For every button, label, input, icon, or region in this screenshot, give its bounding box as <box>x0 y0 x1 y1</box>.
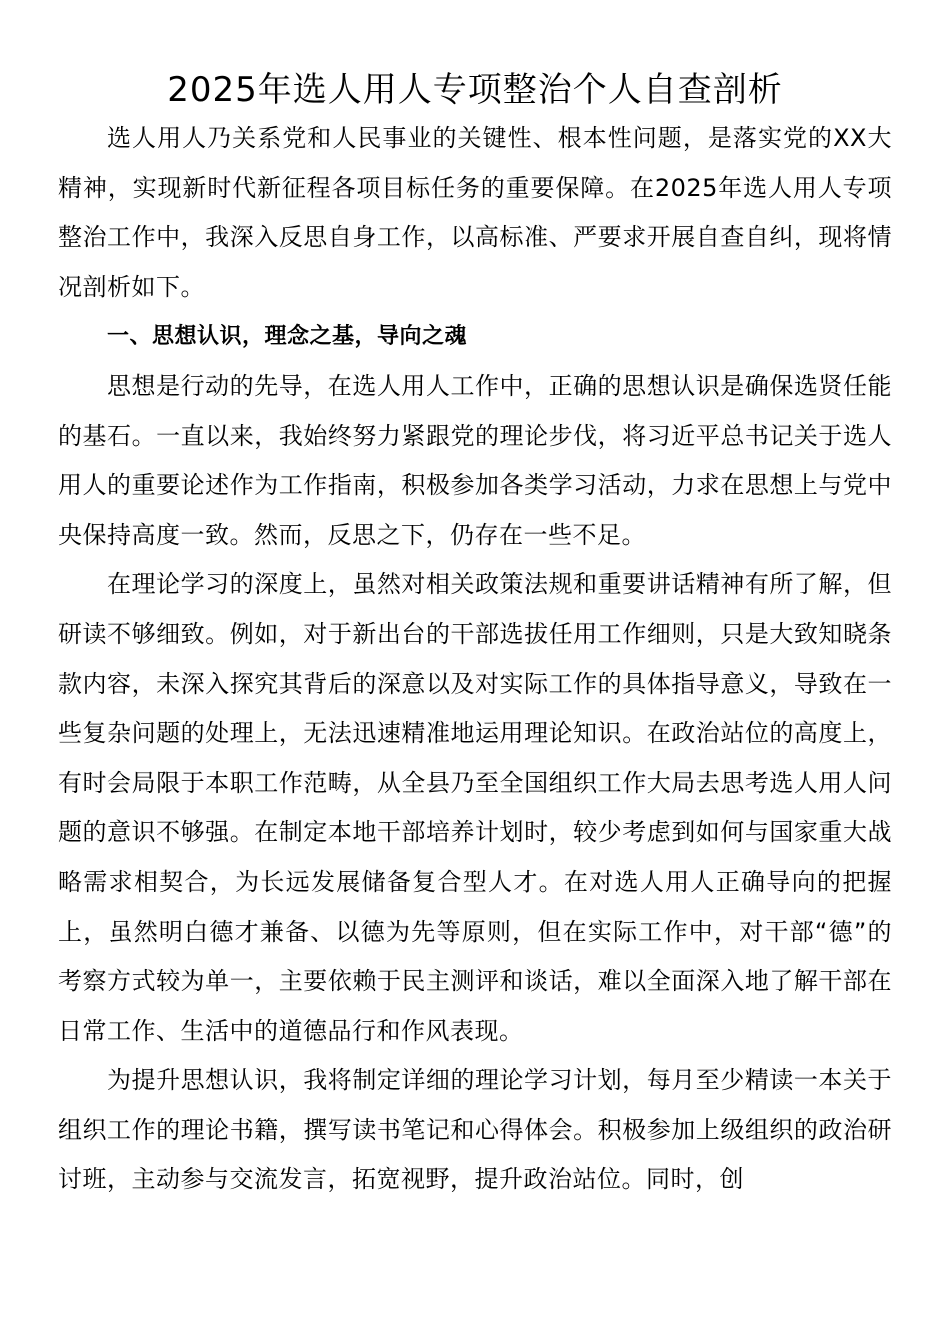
section-heading: 一、思想认识，理念之基，导向之魂 <box>107 324 468 350</box>
intro-paragraph: 选人用人乃关系党和人民事业的关键性、根本性问题，是落实党的XX大精神，实现新时代新征程各项目标任务的重要保障。在2025年选人用人专项整治工作中，我深入反思自身工作，以高标准、严要求开展自查自纠，现将情况剖析如下。 <box>58 124 892 301</box>
body-paragraph: 在理论学习的深度上，虽然对相关政策法规和重要讲话精神有所了解，但研读不够细致。例如，对于新出台的干部选拔任用工作细则，只是大致知晓条款内容，未深入探究其背后的深意以及对实际工作的具体指导意义，导致在一些复杂问题的处理上，无法迅速精准地运用理论知识。在政治站位的高度上，有时会局限于本职工作范畴，从全县乃至全国组织工作大局去思考选人用人问题的意识不够强。在制定本地干部培养计划时，较少考虑到如何与国家重大战略需求相契合，为长远发展储备复合型人才。在对选人用人正确导向的把握上，虽然明白德才兼备、以德为先等原则，但在实际工作中，对干部“德”的考察方式较为单一，主要依赖于民主测评和谈话，难以全面深入地了解干部在日常工作、生活中的道德品行和作风表现。 <box>58 570 892 1045</box>
document-title: 2025年选人用人专项整治个人自查剖析 <box>167 70 783 110</box>
body-paragraph: 思想是行动的先导，在选人用人工作中，正确的思想认识是确保选贤任能的基石。一直以来，我始终努力紧跟党的理论步伐，将习近平总书记关于选人用人的重要论述作为工作指南，积极参加各类学习活动，力求在思想上与党中央保持高度一致。然而，反思之下，仍存在一些不足。 <box>58 371 892 549</box>
document-page <box>58 64 892 1205</box>
body-paragraph: 为提升思想认识，我将制定详细的理论学习计划，每月至少精读一本关于组织工作的理论书籍，撰写读书笔记和心得体会。积极参加上级组织的政治研讨班，主动参与交流发言，拓宽视野，提升政治站位。同时，创 <box>58 1066 892 1194</box>
